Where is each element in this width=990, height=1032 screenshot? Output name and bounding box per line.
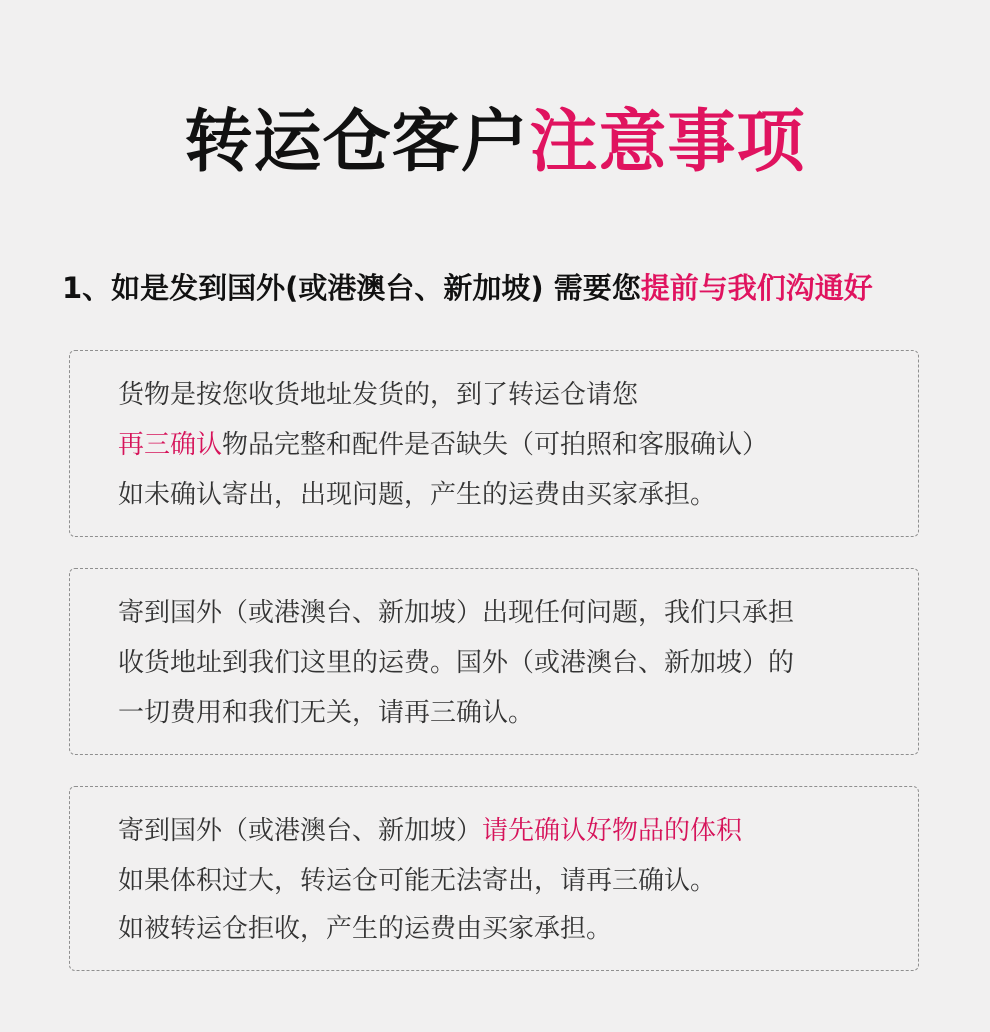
card-line: 如被转运仓拒收，产生的运费由买家承担。: [118, 914, 613, 944]
card-line: 如果体积过大，转运仓可能无法寄出，请再三确认。: [118, 866, 717, 896]
notice-card-confirm-goods: [69, 350, 919, 537]
card-line: 一切费用和我们无关，请再三确认。: [118, 698, 535, 728]
notice-card-overseas-liability: [69, 568, 919, 755]
page-title-highlight: 注意事项: [529, 103, 806, 182]
card-line: [118, 811, 742, 851]
notice-heading-highlight: 提前与我们沟通好: [640, 271, 873, 305]
card-line: 货物是按您收货地址发货的，到了转运仓请您: [118, 380, 639, 410]
card-line-highlight: 再三确认: [118, 430, 223, 460]
notice-heading-text: 1、如是发到国外(或港澳台、新加坡) 需要您: [62, 271, 641, 305]
card-line: [118, 425, 768, 465]
card-line-text: 物品完整和配件是否缺失（可拍照和客服确认）: [222, 430, 769, 460]
card-line: 收货地址到我们这里的运费。国外（或港澳台、新加坡）的: [118, 648, 795, 678]
card-line-text: 寄到国外（或港澳台、新加坡）: [118, 816, 483, 846]
card-line-highlight: 请先确认好物品的体积: [482, 816, 743, 846]
card-line: 寄到国外（或港澳台、新加坡）出现任何问题，我们只承担: [118, 598, 795, 628]
card-line: 如未确认寄出，出现问题，产生的运费由买家承担。: [118, 480, 717, 510]
notice-heading: [62, 266, 942, 310]
page-title-main: 转运仓客户: [184, 103, 530, 182]
notice-card-package-volume: [69, 786, 919, 971]
page-title: [0, 98, 990, 188]
